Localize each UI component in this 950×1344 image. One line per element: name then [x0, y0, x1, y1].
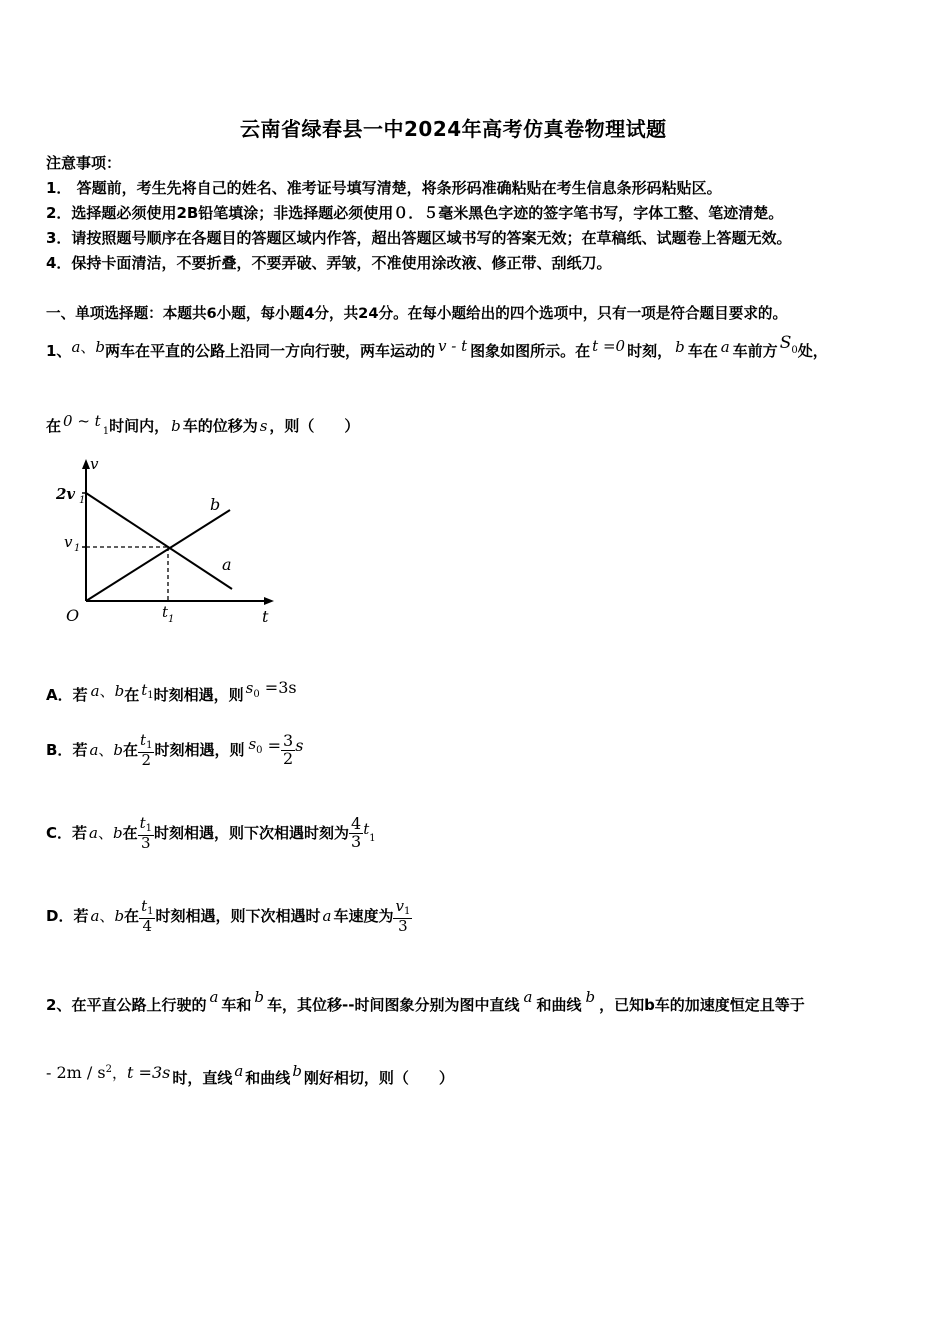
stem-text: 车在: [687, 342, 718, 360]
frac-num: 3: [283, 731, 294, 751]
var-b: b: [675, 338, 685, 356]
var-a: a: [71, 338, 81, 356]
notice-item: 2．选择题必须使用2B铅笔填涂；非选择题必须使用０．５毫米黑色字迹的签字笔书写，字体工整、笔迹清楚。: [46, 204, 784, 222]
var-t-sub: 1: [369, 833, 376, 845]
question-1-stem-line2: [46, 412, 359, 437]
option-text: 在: [122, 824, 138, 843]
stem-text: 刚好相切，则（ ）: [303, 1069, 454, 1087]
frac-num: t: [140, 731, 147, 749]
var-s0-sub: 0: [253, 689, 260, 700]
section-heading: 一、单项选择题：本题共6小题，每小题4分，共24分。在每小题给出的四个选项中，只有一项是符合题目要求的。: [46, 305, 788, 322]
stem-text: 两车在平直的公路上沿同一方向行驶，两车运动的: [105, 342, 436, 360]
acceleration-sup: 2: [105, 1064, 112, 1075]
separator: 、: [98, 741, 114, 760]
var-a: a: [234, 1062, 244, 1080]
option-text: 车速度为: [333, 907, 394, 926]
label-v1: v: [64, 533, 73, 551]
var-a: a: [90, 907, 100, 926]
frac-den: 2: [283, 749, 294, 769]
var-s: s: [259, 417, 268, 435]
stem-text: 在: [46, 417, 62, 435]
stem-text: ，则（ ）: [269, 417, 360, 435]
var-a: a: [89, 824, 98, 843]
label-2v1: 2v: [56, 485, 76, 503]
equation: =: [262, 736, 282, 756]
frac-num: t: [139, 814, 146, 832]
option-label: C．: [46, 824, 73, 843]
stem-text: 车，其位移--时间图象分别为图中直线: [267, 996, 520, 1014]
var-s0: s: [248, 735, 257, 754]
label-t1: t: [162, 603, 169, 621]
var-a: a: [322, 907, 332, 926]
option-text: 若: [72, 741, 88, 760]
var-t-sub: 1: [147, 690, 154, 701]
notice-item: 4．保持卡面清洁，不要折叠，不要弄破、弄皱，不准使用涂改液、修正带、刮纸刀。: [46, 254, 612, 272]
frac-num: v: [395, 897, 404, 915]
v-axis-arrow: [82, 459, 90, 469]
time-value: t =3s: [127, 1063, 171, 1082]
t-axis-label: t: [262, 607, 269, 626]
var-range-sub: 1: [102, 426, 110, 437]
equation: =3s: [259, 678, 297, 697]
var-t: t: [363, 820, 370, 839]
option-text: 时刻相遇，则: [153, 686, 244, 704]
separator: 、: [99, 682, 115, 700]
frac-num-sub: 1: [403, 906, 411, 917]
option-d[interactable]: [46, 899, 412, 934]
fraction-3-2: [281, 733, 295, 768]
frac-den: 3: [398, 916, 408, 935]
fraction-v1-3: [393, 899, 412, 934]
stem-text: 车前方: [732, 342, 778, 360]
var-b: b: [113, 824, 123, 843]
stem-text: 时，直线: [172, 1069, 233, 1087]
line-a-label: a: [222, 555, 232, 574]
question-number: 2、: [46, 996, 72, 1014]
origin-label: O: [66, 606, 80, 625]
notice-item: 1． 答题前，考生先将自己的姓名、准考证号填写清楚，将条形码准确粘贴在考生信息条形码粘贴区。: [46, 179, 722, 197]
var-a: a: [720, 338, 730, 356]
stem-text: 车的位移为: [182, 417, 258, 435]
option-label: D．: [46, 907, 74, 926]
var-a: a: [89, 741, 99, 760]
option-text: 若: [73, 907, 89, 926]
stem-text: 和曲线: [536, 996, 582, 1014]
option-text: 在: [123, 741, 139, 760]
var-b: b: [114, 907, 125, 926]
var-range: 0 ~ t: [63, 412, 101, 430]
stem-text: 图象如图所示。在: [470, 342, 591, 360]
option-text: 在: [124, 907, 140, 926]
var-b: b: [114, 682, 125, 700]
var-s0-sub: 0: [256, 745, 263, 757]
fraction-t1-2: [138, 733, 154, 768]
frac-num: t: [141, 897, 148, 915]
stem-text: 时刻，: [627, 342, 673, 360]
var-a: a: [90, 682, 100, 700]
vt-graph: [50, 455, 290, 635]
var-b: b: [113, 741, 124, 760]
option-text: 时刻相遇，则下次相遇时: [155, 907, 321, 926]
question-2-stem: [46, 988, 805, 1015]
line-b: [86, 510, 230, 601]
option-c[interactable]: [46, 816, 376, 851]
option-text: 若: [72, 824, 88, 843]
var-s: s: [295, 736, 304, 756]
var-b: b: [585, 988, 596, 1006]
option-label: B．: [46, 741, 73, 760]
question-2-stem-line2: [46, 1062, 454, 1088]
var-b: b: [95, 338, 106, 356]
stem-text: 时间内，: [109, 417, 170, 435]
option-text: 时刻相遇，则: [154, 741, 245, 760]
frac-num-sub: 1: [147, 906, 154, 917]
frac-den: 3: [351, 832, 362, 852]
option-text: 时刻相遇，则下次相遇时刻为: [154, 824, 350, 843]
label-v1-sub: 1: [74, 543, 81, 554]
fraction-t1-4: [139, 899, 155, 934]
frac-num-sub: 1: [145, 823, 153, 834]
var-b: b: [171, 417, 181, 435]
stem-text: 处，: [797, 342, 828, 360]
var-t0: t =0: [592, 337, 626, 355]
separator: 、: [80, 338, 96, 356]
frac-den: 2: [141, 750, 152, 769]
stem-text: 车和: [221, 996, 252, 1014]
separator: 、: [99, 907, 115, 926]
var-s0: S: [779, 333, 792, 353]
question-number: 1、: [46, 342, 72, 360]
option-a[interactable]: [46, 678, 297, 705]
var-t: t: [141, 681, 148, 699]
notice-heading: 注意事项：: [46, 154, 122, 172]
frac-num: 4: [351, 814, 362, 834]
notice-item: 3．请按照题号顺序在各题目的答题区域内作答，超出答题区域书写的答案无效；在草稿纸、试题卷上答题无效。: [46, 229, 792, 247]
var-s0-sub: 0: [791, 345, 798, 356]
var-b: b: [292, 1062, 302, 1080]
option-text: 在: [124, 686, 140, 704]
line-b-label: b: [210, 495, 221, 514]
fraction-4-3: [349, 816, 363, 851]
v-axis-label: v: [90, 455, 99, 473]
label-2v1-sub: 1: [79, 495, 86, 506]
option-text: 若: [72, 686, 88, 704]
var-a: a: [523, 988, 533, 1006]
page-title: 云南省绿春县一中2024年高考仿真卷物理试题: [240, 117, 667, 141]
separator: 、: [97, 824, 113, 843]
var-s0: s: [245, 679, 254, 697]
frac-den: 4: [142, 916, 153, 935]
t-axis-arrow: [264, 597, 274, 605]
var-vt: v - t: [438, 337, 468, 355]
option-b[interactable]: [46, 733, 303, 768]
question-1-stem: [46, 333, 828, 361]
acceleration-value: - 2m / s: [46, 1063, 106, 1082]
label-t1-sub: 1: [168, 614, 175, 625]
frac-den: 3: [141, 833, 151, 852]
separator: ，: [112, 1064, 128, 1082]
stem-text: 和曲线: [245, 1069, 291, 1087]
stem-text: ，已知b车的加速度恒定且等于: [599, 996, 805, 1014]
var-a: a: [209, 988, 219, 1006]
option-label: A．: [46, 686, 73, 704]
var-b: b: [254, 988, 265, 1006]
stem-text: 在平直公路上行驶的: [71, 996, 207, 1014]
frac-num-sub: 1: [146, 740, 153, 751]
fraction-t1-3: [138, 816, 154, 851]
